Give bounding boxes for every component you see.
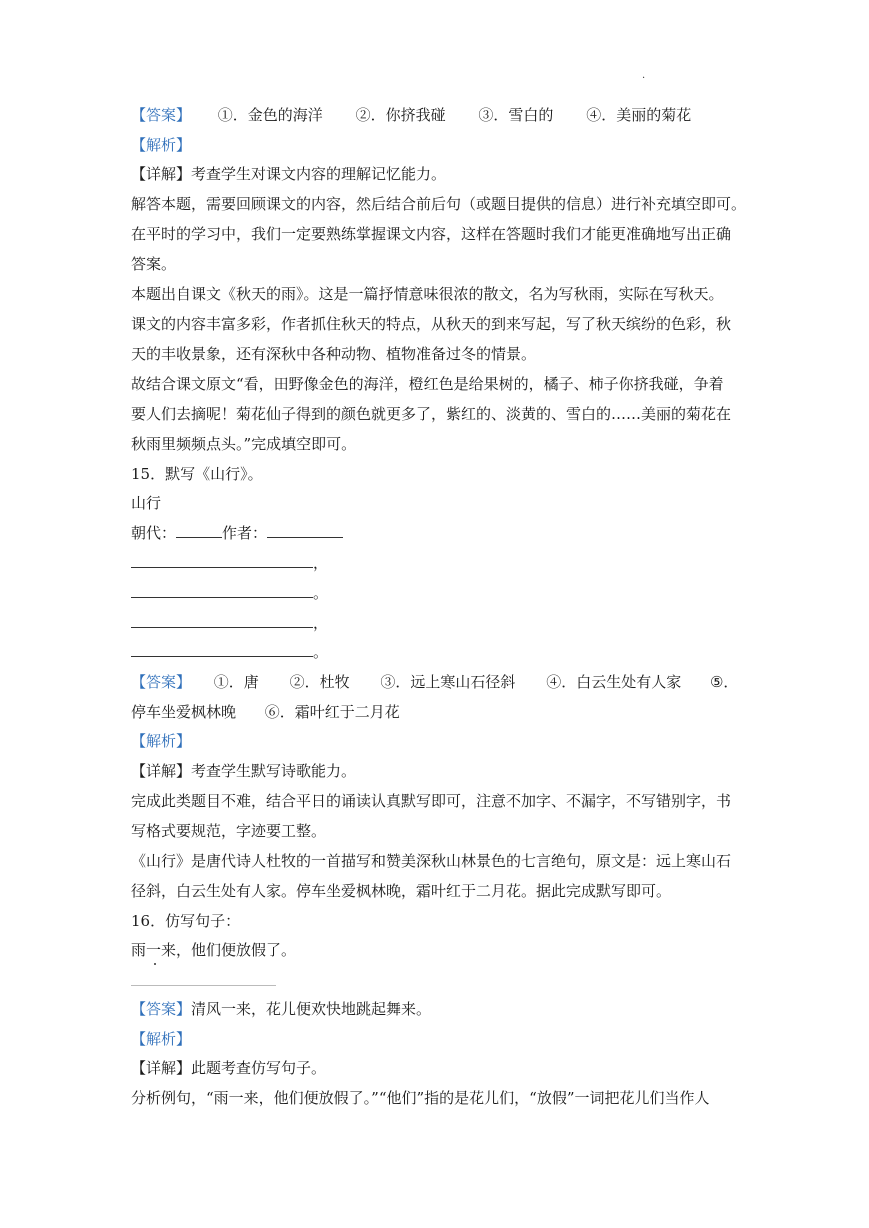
q14-detail-text: 考查学生对课文内容的理解记忆能力。 [191, 165, 447, 183]
poem-blank-line [131, 583, 328, 603]
q14-paragraph-line: 秋雨里频频点头。”完成填空即可。 [131, 435, 357, 453]
detail-label: 【详解】 [131, 1059, 192, 1077]
q15-detail-line [131, 761, 356, 781]
answer-label: 【答案】 [131, 1000, 192, 1018]
q15-answer-5-number: ⑤． [709, 673, 739, 691]
answer-divider [131, 985, 276, 986]
detail-label: 【详解】 [131, 762, 192, 780]
q15-detail-text: 考查学生默写诗歌能力。 [191, 762, 357, 780]
blank-punct: 。 [313, 643, 329, 661]
poem-blank [131, 553, 313, 568]
q14-paragraph-line: 故结合课文原文“看，田野像金色的海洋，橙红色是给果树的，橘子、柿子你挤我碰，争着 [131, 375, 724, 393]
poem-blank [131, 613, 313, 628]
q14-paragraph-line: 解答本题，需要回顾课文的内容，然后结合前后句（或题目提供的信息）进行补充填空即可。 [131, 195, 747, 213]
dynasty-blank [176, 523, 222, 538]
q15-answer-4: ④．白云生处有人家 [546, 673, 682, 691]
author-label: 作者： [222, 524, 268, 542]
q14-paragraph-line: 课文的内容丰富多彩，作者抓住秋天的特点，从秋天的到来写起，写了秋天缤纷的色彩，秋 [131, 315, 732, 333]
q14-detail-line [131, 164, 446, 184]
q16-detail-text: 此题考查仿写句子。 [191, 1059, 327, 1077]
poem-blank-line [131, 642, 328, 662]
example-post: 来，他们便放假了。 [161, 941, 297, 959]
answer-label: 【答案】 [131, 106, 192, 124]
q15-answer-line [131, 672, 738, 692]
q16-answer-line [131, 999, 431, 1019]
header-dot: . [642, 70, 646, 81]
q15-analysis-label: 【解析】 [131, 732, 192, 750]
emphasized-char: 一 [146, 941, 162, 959]
q16-title: 16．仿写句子： [131, 912, 241, 930]
q15-answer-6: ⑥．霜叶红于二月花 [264, 703, 400, 721]
q14-answer-1: ①．金色的海洋 [217, 106, 323, 124]
q15-paragraph-line: 径斜，白云生处有人家。停车坐爱枫林晚，霜叶红于二月花。据此完成默写即可。 [131, 882, 672, 900]
q14-answer-2: ②．你挤我碰 [355, 106, 446, 124]
q16-detail-line [131, 1058, 326, 1078]
q15-answer-3: ③．远上寒山石径斜 [380, 673, 516, 691]
q14-analysis-label: 【解析】 [131, 136, 192, 154]
q15-poem-title: 山行 [131, 494, 162, 512]
q15-paragraph-line: 《山行》是唐代诗人杜牧的一首描写和赞美深秋山林景色的七言绝句，原文是：远上寒山石 [131, 852, 732, 870]
q14-paragraph-line: 要人们去摘呢！菊花仙子得到的颜色就更多了，紫红的、淡黄的、雪白的……美丽的菊花在 [131, 405, 732, 423]
blank-punct: ， [313, 554, 329, 572]
dynasty-label: 朝代： [131, 524, 177, 542]
q16-answer-text: 清风一来，花儿便欢快地跳起舞来。 [191, 1000, 432, 1018]
q14-paragraph-line: 答案。 [131, 255, 177, 273]
q15-title: 15．默写《山行》。 [131, 465, 263, 483]
q14-answer-3: ③．雪白的 [478, 106, 554, 124]
q15-answer-2: ②．杜牧 [289, 673, 350, 691]
q14-answer-4: ④．美丽的菊花 [586, 106, 692, 124]
blank-punct: 。 [313, 584, 329, 602]
q15-paragraph-line: 写格式要规范，字迹要工整。 [131, 822, 327, 840]
q15-dynasty-author-line [131, 523, 343, 543]
poem-blank [131, 583, 313, 598]
example-pre: 雨 [131, 941, 147, 959]
poem-blank-line [131, 613, 328, 633]
q16-analysis-label: 【解析】 [131, 1030, 192, 1048]
q15-answer-1: ①．唐 [213, 673, 259, 691]
q16-paragraph-line: 分析例句，“雨一来，他们便放假了。”“他们”指的是花儿们，“放假”一词把花儿们当作人 [131, 1089, 710, 1107]
q15-paragraph-line: 完成此类题目不难，结合平日的诵读认真默写即可，注意不加字、不漏字，不写错别字，书 [131, 792, 732, 810]
q14-paragraph-line: 本题出自课文《秋天的雨》。这是一篇抒情意味很浓的散文，名为写秋雨，实际在写秋天。 [131, 285, 724, 303]
q15-answer-line-2 [131, 702, 400, 722]
q15-answer-5: 停车坐爱枫林晚 [131, 703, 237, 721]
author-blank [267, 523, 343, 538]
blank-punct: ， [313, 614, 329, 632]
q16-example-sentence [131, 940, 296, 960]
detail-label: 【详解】 [131, 165, 192, 183]
poem-blank [131, 642, 313, 657]
q14-answer-line [131, 105, 691, 125]
answer-label: 【答案】 [131, 673, 192, 691]
poem-blank-line [131, 553, 328, 573]
q14-paragraph-line: 在平时的学习中，我们一定要熟练掌握课文内容，这样在答题时我们才能更准确地写出正确 [131, 225, 732, 243]
q14-paragraph-line: 天的丰收景象，还有深秋中各种动物、植物准备过冬的情景。 [131, 345, 537, 363]
